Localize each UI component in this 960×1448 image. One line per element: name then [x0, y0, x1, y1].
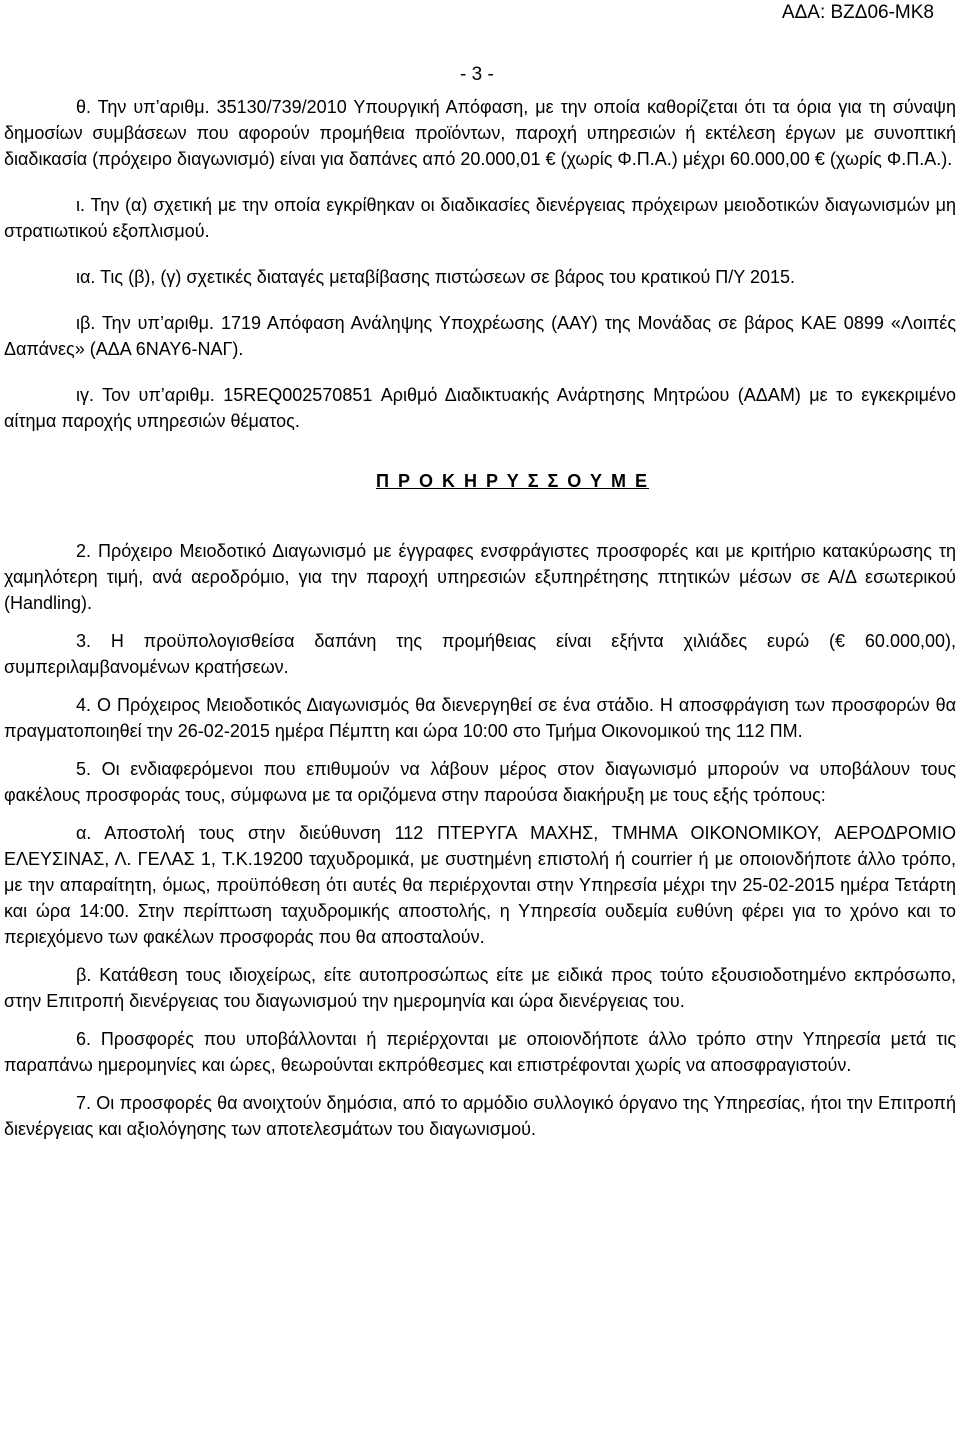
paragraph-theta: θ. Την υπ’αριθμ. 35130/739/2010 Υπουργική Απόφαση, με την οποία καθορίζεται ότι τα όρια για τη σύναψη δημοσίων συμβάσεων που αφορούν προμήθεια προϊόντων, παροχή υπηρεσιών ή εκτέλεση έργων με συνοπτική διαδικασία (πρόχειρο διαγωνισμό) είναι για δαπάνες από 20.000,01 € (χωρίς Φ.Π.Α.) μέχρι 60.000,00 € (χωρίς Φ.Π.Α.). [4, 97, 956, 169]
ada-code: ΑΔΑ: ΒΖΔ06-ΜΚ8 [781, 2, 934, 23]
announcement-heading: Π Ρ Ο Κ Η Ρ Υ Σ Σ Ο Υ Μ Ε [376, 471, 649, 491]
paragraph-ib: ιβ. Την υπ’αριθμ. 1719 Απόφαση Ανάληψης Υποχρέωσης (ΑΑΥ) της Μονάδας σε βάρος ΚΑΕ 0899 «Λοιπές Δαπάνες» (ΑΔΑ 6ΝΑΥ6-ΝΑΓ). [4, 313, 956, 359]
item-5-alpha: α. Αποστολή τους στην διεύθυνση 112 ΠΤΕΡΥΓΑ ΜΑΧΗΣ, ΤΜΗΜΑ ΟΙΚΟΝΟΜΙΚΟΥ, ΑΕΡΟΔΡΟΜΙΟ ΕΛΕΥΣΙΝΑΣ, Λ. ΓΕΛΑΣ 1, Τ.Κ.19200 ταχυδρομικά, με συστημένη επιστολή ή courrier ή με οποιονδήποτε άλλο τρόπο, με την απαραίτητη, όμως, προϋπόθεση ότι αυτές θα περιέρχονται στην Υπηρεσία μέχρι την 25-02-2015 ημέρα Τετάρτη και ώρα 14:00. Στην περίπτωση ταχυδρομικής αποστολής, η Υπηρεσία ουδεμία ευθύνη φέρει για το χρόνο και το περιεχόμενο των φακέλων προσφοράς που θα αποσταλούν. [4, 823, 956, 947]
paragraph-iota: ι. Την (α) σχετική με την οποία εγκρίθηκαν οι διαδικασίες διενέργειας πρόχειρων μειοδοτικών διαγωνισμών μη στρατιωτικού εξοπλισμού. [4, 195, 956, 241]
item-7: 7. Οι προσφορές θα ανοιχτούν δημόσια, από το αρμόδιο συλλογικό όργανο της Υπηρεσίας, ήτοι την Επιτροπή διενέργειας και αξιολόγησης των αποτελεσμάτων του διαγωνισμού. [4, 1093, 956, 1139]
paragraph-ia: ια. Τις (β), (γ) σχετικές διαταγές μεταβίβασης πιστώσεων σε βάρος του κρατικού Π/Υ 2015. [76, 267, 796, 287]
item-3: 3. Η προϋπολογισθείσα δαπάνη της προμήθειας είναι εξήντα χιλιάδες ευρώ (€ 60.000,00), συμπεριλαμβανομένων κρατήσεων. [4, 631, 956, 677]
document-body [4, 94, 956, 1142]
item-6: 6. Προσφορές που υποβάλλονται ή περιέρχονται με οποιονδήποτε άλλο τρόπο στην Υπηρεσία μετά τις παραπάνω ημερομηνίες και ώρες, θεωρούνται εκπρόθεσμες και επιστρέφονται χωρίς να αποσφραγιστούν. [4, 1029, 956, 1075]
page-number: - 3 - [460, 64, 494, 85]
paragraph-ig: ιγ. Τον υπ’αριθμ. 15REQ002570851 Αριθμό Διαδικτυακής Ανάρτησης Μητρώου (ΑΔΑΜ) με το εγκεκριμένο αίτημα παροχής υπηρεσιών θέματος. [4, 385, 956, 431]
item-4: 4. Ο Πρόχειρος Μειοδοτικός Διαγωνισμός θα διενεργηθεί σε ένα στάδιο. Η αποσφράγιση των προσφορών θα πραγματοποιηθεί την 26-02-2015 ημέρα Πέμπτη και ώρα 10:00 στο Τμήμα Οικονομικού της 112 ΠΜ. [4, 695, 956, 741]
item-2: 2. Πρόχειρο Μειοδοτικό Διαγωνισμό με έγγραφες ενσφράγιστες προσφορές και με κριτήριο κατακύρωσης τη χαμηλότερη τιμή, ανά αεροδρόμιο, για την παροχή υπηρεσιών εξυπηρέτησης πτητικών μέσων σε Α/Δ εσωτερικού (Handling). [4, 541, 956, 613]
item-5-beta: β. Κατάθεση τους ιδιοχείρως, είτε αυτοπροσώπως είτε με ειδικά προς τούτο εξουσιοδοτημένο εκπρόσωπο, στην Επιτροπή διενέργειας του διαγωνισμού την ημερομηνία και ώρα διενέργειας του. [4, 965, 956, 1011]
item-5: 5. Οι ενδιαφερόμενοι που επιθυμούν να λάβουν μέρος στον διαγωνισμό μπορούν να υποβάλουν τους φακέλους προσφοράς τους, σύμφωνα με τα οριζόμενα στην παρούσα διακήρυξη με τους εξής τρόπους: [4, 759, 956, 805]
